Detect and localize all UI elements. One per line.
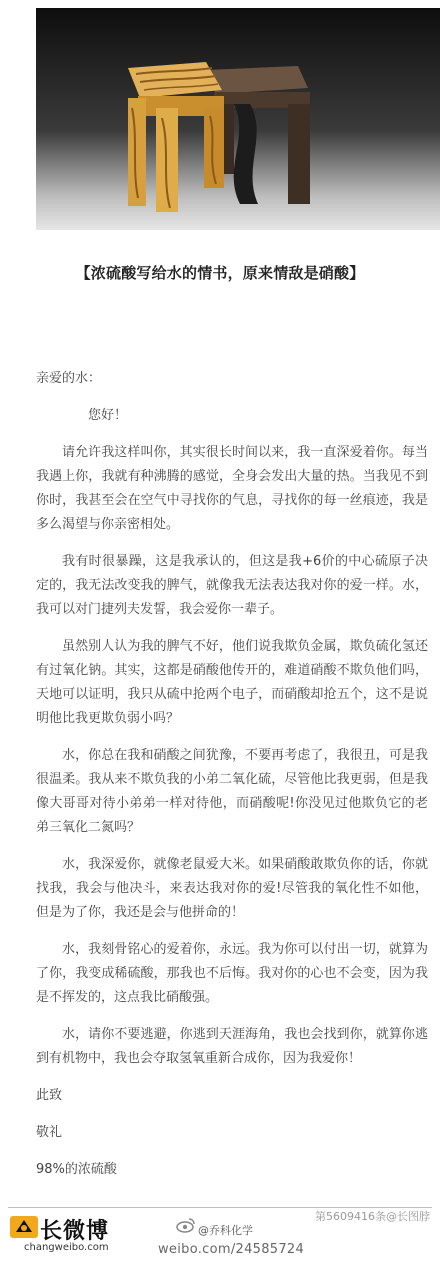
letter-closing: 敬礼 (36, 1125, 63, 1140)
changweibo-logo-icon (8, 1212, 42, 1242)
letter-closing: 此致 (36, 1088, 63, 1103)
logo-url: changweibo.com (24, 1242, 109, 1253)
changweibo-logo[interactable] (6, 1212, 156, 1257)
letter-greeting: 亲爱的水： (36, 371, 102, 386)
letter-paragraph: 水，我深爱你，就像老鼠爱大米。如果硝酸敢欺负你的话，你就找我，我会与他决斗，来表达我对你的爱!尽管我的氧化性不如他，但是为了你，我还是会与他拼命的！ (36, 857, 428, 920)
letter-paragraph: 水，请你不要逃避，你逃到天涯海角，我也会找到你，就算你逃到有机物中，我也会夺取氢氧重新合成你，因为我爱你！ (36, 1027, 428, 1066)
two-wooden-tables-photo (36, 8, 440, 230)
page-title: 【浓硫酸写给水的情书，原来情敌是硝酸】 (75, 264, 365, 282)
letter-paragraph: 我有时很暴躁，这是我承认的，但这是我+6价的中心硫原子决定的，我无法改变我的脾气，就像我无法表达我对你的爱一样。水，我可以对门捷列夫发誓，我会爱你一辈子。 (36, 554, 428, 617)
letter-signature: 98%的浓硫酸 (36, 1162, 117, 1177)
letter-body (36, 367, 428, 1195)
letter-paragraph: 水，我刻骨铭心的爱着你，永远。我为你可以付出一切，就算为了你，我变成稀硫酸，那我也不后悔。我对你的心也不会变，因为我是不挥发的，这点我比硝酸强。 (36, 942, 428, 1005)
letter-hello: 您好！ (88, 408, 128, 423)
letter-paragraph: 水，你总在我和硝酸之间犹豫，不要再考虑了，我很丑，可是我很温柔。我从来不欺负我的小弟二氧化硫，尽管他比我更弱，但是我像大哥哥对待小弟弟一样对待他，而硝酸呢!你没见过他欺负它的老弟三氧化二氮吗？ (36, 748, 428, 835)
post-counter: 第5609416条@长图脖 (315, 1210, 430, 1223)
header-photo (36, 8, 440, 230)
logo-name: 长微博 (40, 1219, 110, 1244)
letter-paragraph: 虽然别人认为我的脾气不好，他们说我欺负金属，欺负硫化氢还有过氧化钠。其实，这都是硝酸他传开的，难道硝酸不欺负他们吗，天地可以证明，我只从硫中抢两个电子，而硝酸却抢五个，这不是说明他比我更欺负弱小吗？ (36, 639, 428, 726)
weibo-handle[interactable]: @乔科化学 (198, 1224, 253, 1237)
weibo-eye-icon (176, 1217, 196, 1233)
letter-paragraph: 请允许我这样叫你，其实很长时间以来，我一直深爱着你。每当我遇上你，我就有种沸腾的感觉，全身会发出大量的热。当我见不到你时，我甚至会在空气中寻找你的气息，寻找你的每一丝痕迹，我是多么渴望与你亲密相处。 (36, 445, 428, 532)
weibo-url[interactable]: weibo.com/24585724 (158, 1242, 305, 1257)
